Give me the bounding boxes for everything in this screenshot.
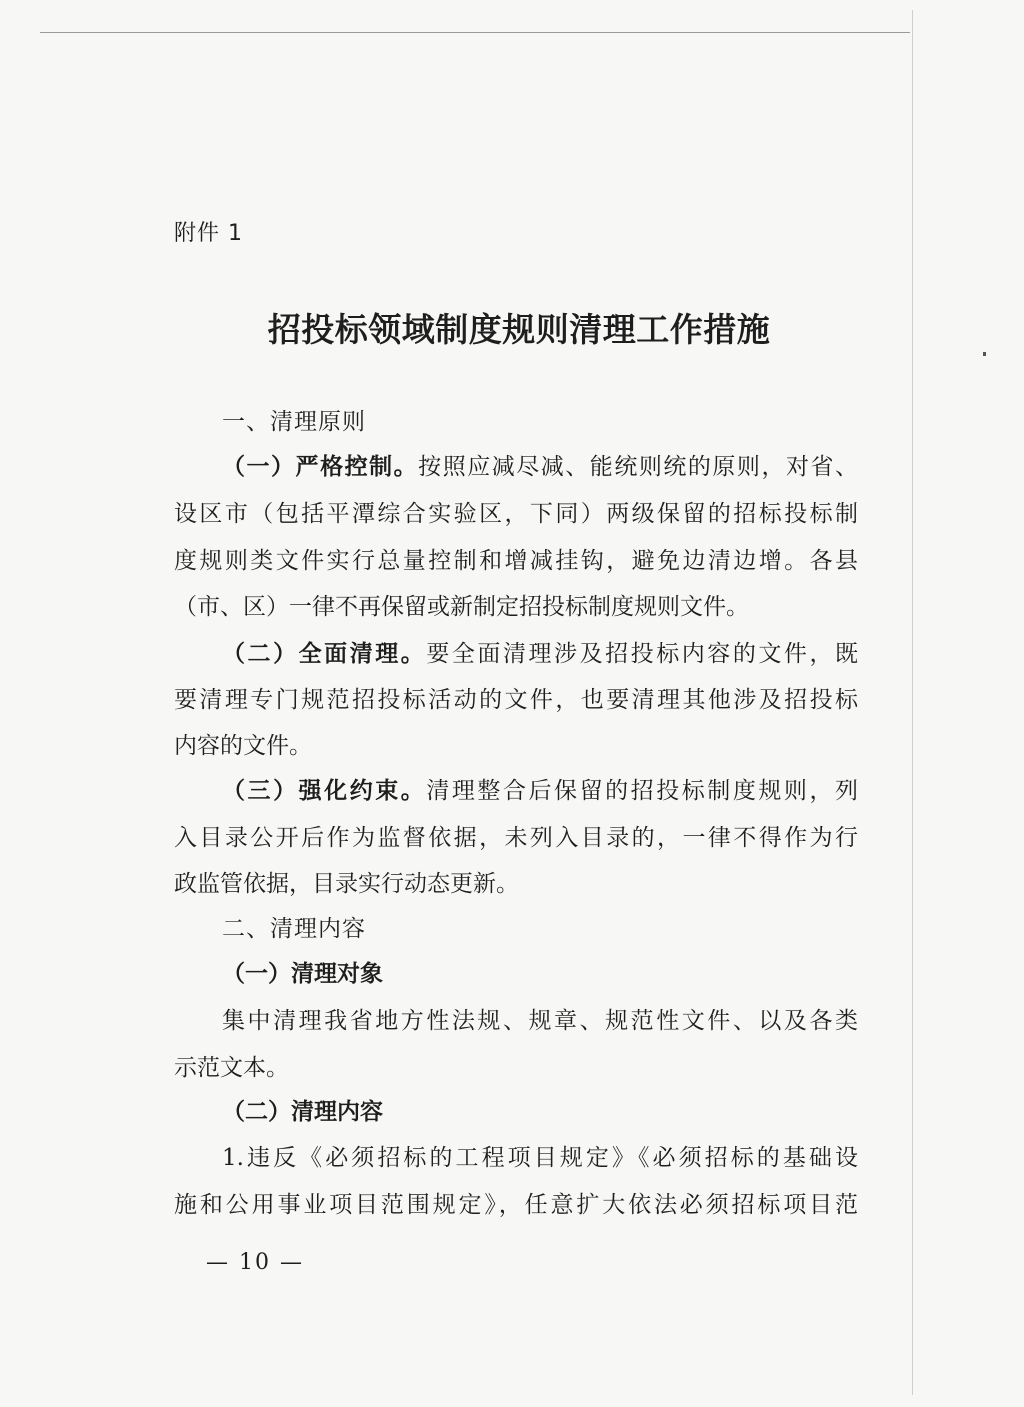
paragraph-line: （二）全面清理。要全面清理涉及招投标内容的文件，既 [222,640,859,667]
subsection-heading: （一）清理对象 [222,960,383,987]
paragraph-line: （一）严格控制。按照应减尽减、能统则统的原则，对省、 [222,453,859,480]
attachment-label: 附件 1 [174,221,243,246]
right-edge-rule [912,10,913,1395]
paragraph-line: 度规则类文件实行总量控制和增减挂钩，避免边清边增。各县 [174,548,858,574]
section-heading: 一、清理原则 [222,409,366,435]
paragraph-line: 设区市（包括平潭综合实验区，下同）两级保留的招标投标制 [174,501,858,527]
paragraph-line: （三）强化约束。清理整合后保留的招投标制度规则，列 [222,777,859,804]
paragraph-line: 内容的文件。 [174,733,312,759]
paragraph-line: 示范文本。 [174,1055,289,1081]
page-number: — 10 — [206,1250,304,1275]
paragraph-line: 集中清理我省地方性法规、规章、规范性文件、以及各类 [222,1008,858,1034]
item-label: （三）强化约束。 [222,777,427,804]
top-rule [40,32,910,33]
item-label: （二）全面清理。 [222,640,427,667]
subsection-heading: （二）清理内容 [222,1098,383,1125]
item-label: （一）严格控制。 [222,453,419,480]
paragraph-line: 入目录公开后作为监督依据，未列入目录的，一律不得作为行 [174,825,858,851]
paragraph-line: 1.违反《必须招标的工程项目规定》《必须招标的基础设 [222,1145,858,1171]
scan-speck [983,352,986,356]
paragraph-line: （市、区）一律不再保留或新制定招投标制度规则文件。 [174,594,749,620]
paragraph-line: 要清理专门规范招投标活动的文件，也要清理其他涉及招投标 [174,687,858,713]
paragraph-line: 政监管依据，目录实行动态更新。 [174,871,519,897]
paragraph-line: 施和公用事业项目范围规定》，任意扩大依法必须招标项目范 [174,1192,858,1218]
section-heading: 二、清理内容 [222,916,366,942]
document-title: 招投标领域制度规则清理工作措施 [267,310,771,349]
